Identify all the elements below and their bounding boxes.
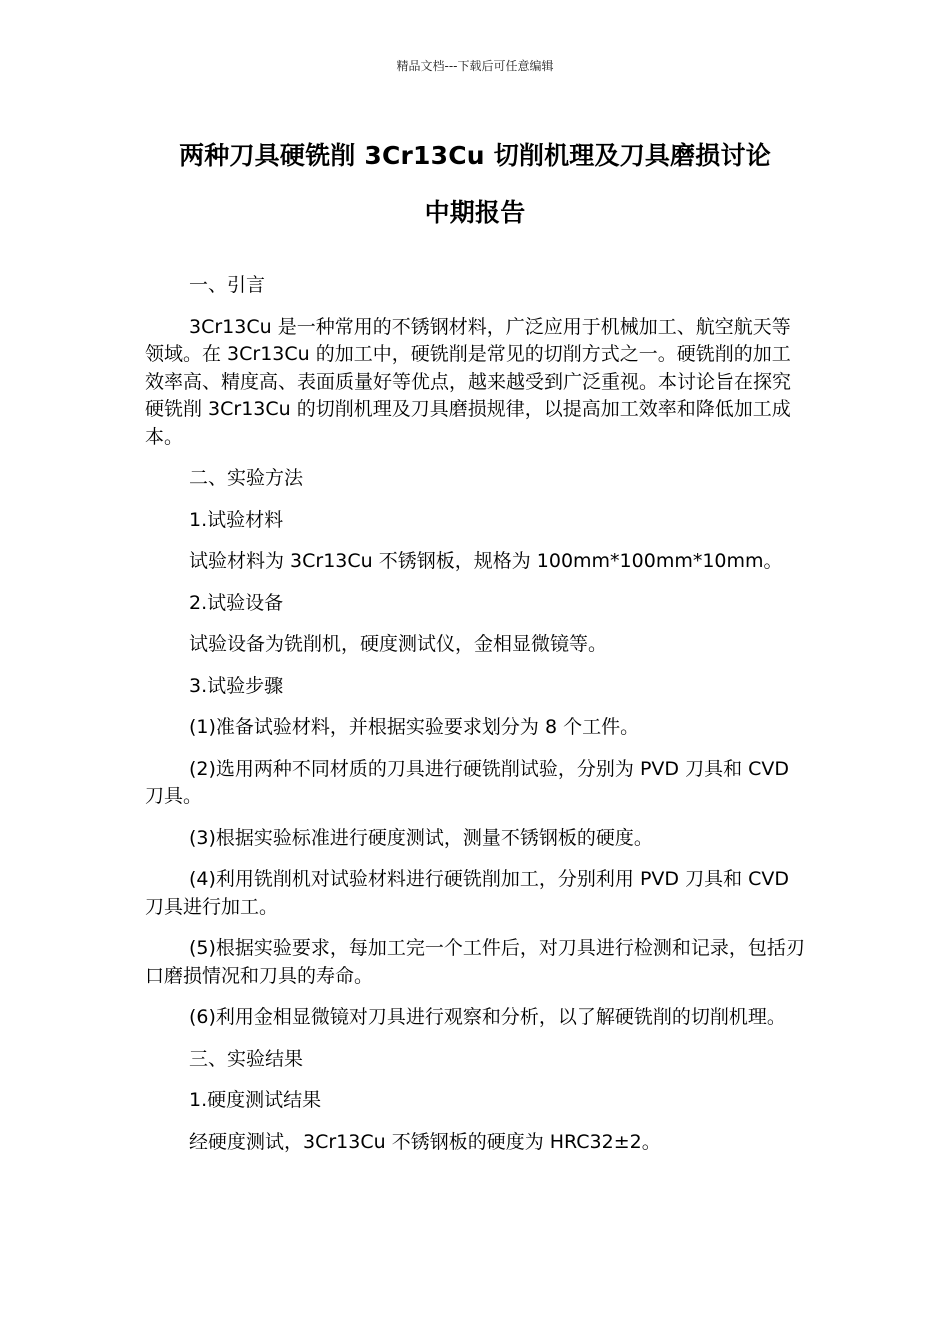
document-title-line-2: 中期报告 [424,198,526,227]
subheading-material: 1.试验材料 [189,508,284,531]
document-body [145,272,805,1170]
paragraph-hardness-results: 经硬度测试，3Cr13Cu 不锈钢板的硬度为 HRC32±2。 [189,1130,661,1153]
step-2: (2)选用两种不同材质的刀具进行硬铣削试验，分别为 PVD 刀具和 CVD 刀具。 [145,757,790,807]
step-5: (5)根据实验要求，每加工完一个工件后，对刀具进行检测和记录，包括刃口磨损情况和刀具的寿命。 [145,937,805,987]
step-4: (4)利用铣削机对试验材料进行硬铣削加工，分别利用 PVD 刀具和 CVD 刀具进行加工。 [145,868,790,918]
subheading-hardness-results: 1.硬度测试结果 [189,1089,322,1111]
section-heading-introduction: 一、引言 [189,274,266,296]
section-heading-results: 三、实验结果 [189,1047,304,1070]
step-6: (6)利用金相显微镜对刀具进行观察和分析，以了解硬铣削的切削机理。 [189,1006,786,1028]
paragraph-material: 试验材料为 3Cr13Cu 不锈钢板，规格为 100mm*100mm*10mm。 [189,550,783,572]
header-note: 精品文档---下载后可任意编辑 [396,59,554,73]
paragraph-equipment: 试验设备为铣削机，硬度测试仪，金相显微镜等。 [189,633,608,655]
paragraph-introduction: 3Cr13Cu 是一种常用的不锈钢材料，广泛应用于机械加工、航空航天等领域。在 3Cr13Cu 的加工中，硬铣削是常见的切削方式之一。硬铣削的加工效率高、精度高、表面质量好等优点，越来越受到广泛重视。本讨论旨在探究硬铣削 3Cr13Cu 的切削机理及刀具磨损规律，以提高加工效率和降低加工成本。 [145,315,792,448]
step-3: (3)根据实验标准进行硬度测试，测量不锈钢板的硬度。 [189,826,653,849]
subheading-steps: 3.试验步骤 [189,674,284,697]
section-heading-method: 二、实验方法 [189,467,304,489]
document-title-line-1: 两种刀具硬铣削 3Cr13Cu 切削机理及刀具磨损讨论 [179,141,771,170]
step-1: (1)准备试验材料，并根据实验要求划分为 8 个工件。 [189,716,640,738]
subheading-equipment: 2.试验设备 [189,591,284,614]
